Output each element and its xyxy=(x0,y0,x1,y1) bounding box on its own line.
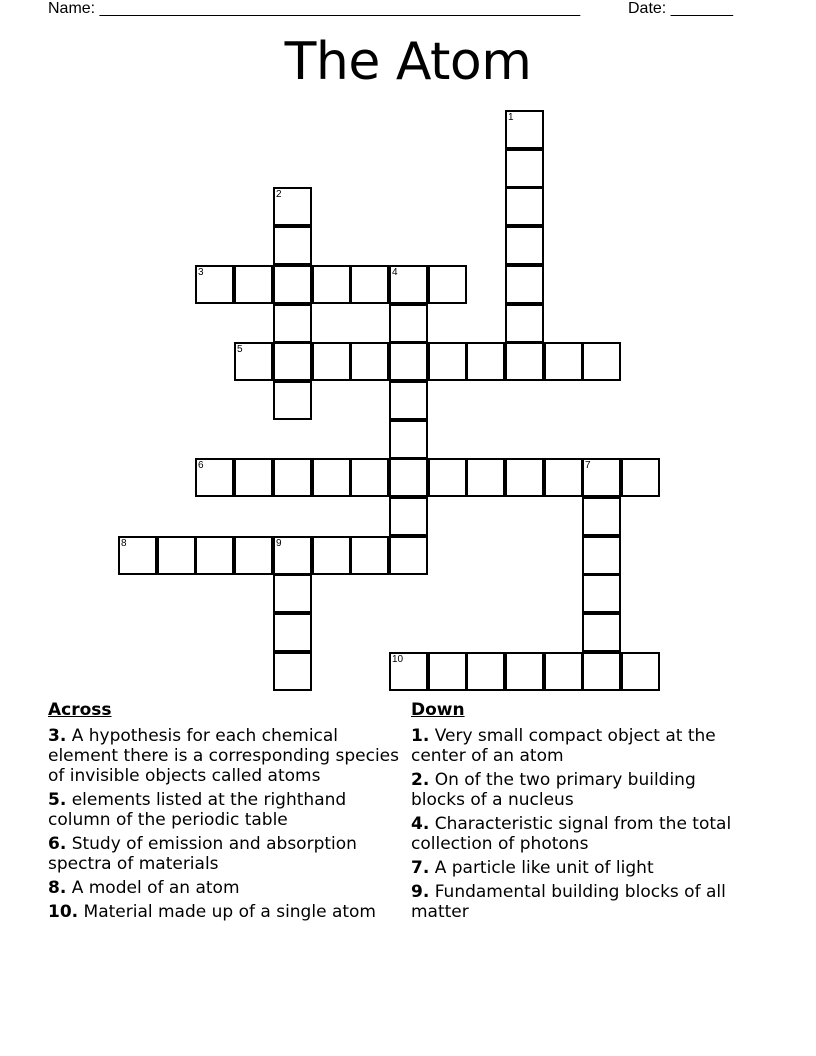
crossword-cell[interactable] xyxy=(389,497,428,536)
crossword-cell[interactable] xyxy=(350,458,389,497)
clue-text: Material made up of a single atom xyxy=(78,902,376,922)
clue-text: Fundamental building blocks of all matter xyxy=(411,882,726,922)
clue-number: 10. xyxy=(48,902,79,922)
crossword-cell[interactable] xyxy=(544,342,583,381)
crossword-cell[interactable] xyxy=(234,342,273,381)
crossword-cell[interactable] xyxy=(582,613,621,652)
crossword-cell[interactable] xyxy=(389,652,428,691)
crossword-cell[interactable] xyxy=(273,304,312,343)
cell-number: 7 xyxy=(585,460,591,471)
crossword-cell[interactable] xyxy=(273,652,312,691)
crossword-cell[interactable] xyxy=(350,342,389,381)
crossword-cell[interactable] xyxy=(582,536,621,575)
crossword-cell[interactable] xyxy=(273,187,312,226)
across-clue xyxy=(48,902,400,922)
clue-text: A model of an atom xyxy=(66,878,240,898)
crossword-cell[interactable] xyxy=(273,536,312,575)
crossword-cell[interactable] xyxy=(234,536,273,575)
crossword-cell[interactable] xyxy=(621,652,660,691)
cell-number: 1 xyxy=(508,112,514,123)
crossword-cell[interactable] xyxy=(195,458,234,497)
crossword-cell[interactable] xyxy=(428,342,467,381)
clue-text: Characteristic signal from the total collection of photons xyxy=(411,814,732,854)
across-clue-list xyxy=(48,726,400,922)
crossword-cell[interactable] xyxy=(505,458,544,497)
crossword-cell[interactable] xyxy=(466,342,505,381)
down-heading: Down xyxy=(411,700,465,720)
down-clue xyxy=(411,882,751,922)
crossword-cell[interactable] xyxy=(505,226,544,265)
across-clue xyxy=(48,834,400,874)
crossword-cell[interactable] xyxy=(505,652,544,691)
crossword-cell[interactable] xyxy=(389,265,428,304)
crossword-cell[interactable] xyxy=(157,536,196,575)
crossword-cell[interactable] xyxy=(505,265,544,304)
clue-text: Very small compact object at the center of an atom xyxy=(411,726,716,766)
crossword-cell[interactable] xyxy=(312,265,351,304)
crossword-cell[interactable] xyxy=(273,265,312,304)
crossword-cell[interactable] xyxy=(389,458,428,497)
crossword-cell[interactable] xyxy=(312,536,351,575)
crossword-cell[interactable] xyxy=(273,458,312,497)
across-clue xyxy=(48,726,400,786)
crossword-cell[interactable] xyxy=(195,265,234,304)
crossword-cell[interactable] xyxy=(389,536,428,575)
crossword-cell[interactable] xyxy=(389,420,428,459)
crossword-cell[interactable] xyxy=(505,110,544,149)
crossword-cell[interactable] xyxy=(466,652,505,691)
crossword-cell[interactable] xyxy=(505,149,544,188)
crossword-cell[interactable] xyxy=(234,458,273,497)
cell-number: 3 xyxy=(198,267,204,278)
cell-number: 5 xyxy=(237,344,243,355)
clue-number: 3. xyxy=(48,726,67,746)
page-title: The Atom xyxy=(284,32,532,92)
crossword-cell[interactable] xyxy=(582,458,621,497)
clue-text: On of the two primary building blocks of a nucleus xyxy=(411,770,696,810)
cell-number: 8 xyxy=(121,538,127,549)
across-clue xyxy=(48,790,400,830)
clue-text: elements listed at the righthand column of the periodic table xyxy=(48,790,347,830)
crossword-cell[interactable] xyxy=(273,381,312,420)
crossword-cell[interactable] xyxy=(428,265,467,304)
clue-text: A hypothesis for each chemical element there is a corresponding species of invisible objects called atoms xyxy=(48,726,399,786)
down-clue-list xyxy=(411,726,751,922)
cell-number: 9 xyxy=(276,538,282,549)
clue-text: Study of emission and absorption spectra of materials xyxy=(48,834,357,874)
crossword-cell[interactable] xyxy=(544,652,583,691)
crossword-cell[interactable] xyxy=(582,497,621,536)
crossword-cell[interactable] xyxy=(234,265,273,304)
crossword-cell[interactable] xyxy=(350,265,389,304)
crossword-cell[interactable] xyxy=(428,652,467,691)
down-clue xyxy=(411,858,751,878)
crossword-cell[interactable] xyxy=(350,536,389,575)
crossword-cell[interactable] xyxy=(389,342,428,381)
down-clues xyxy=(411,700,751,926)
crossword-cell[interactable] xyxy=(118,536,157,575)
cell-number: 4 xyxy=(392,267,398,278)
cell-number: 6 xyxy=(198,460,204,471)
down-clue xyxy=(411,770,751,810)
clue-text: A particle like unit of light xyxy=(429,858,654,878)
across-clue xyxy=(48,878,400,898)
crossword-cell[interactable] xyxy=(273,342,312,381)
crossword-cell[interactable] xyxy=(582,652,621,691)
across-clues xyxy=(48,700,400,926)
cell-number: 10 xyxy=(392,654,404,665)
crossword-cell[interactable] xyxy=(273,574,312,613)
crossword-cell[interactable] xyxy=(273,226,312,265)
crossword-cell[interactable] xyxy=(582,342,621,381)
down-clue xyxy=(411,814,751,854)
crossword-cell[interactable] xyxy=(621,458,660,497)
cell-number: 2 xyxy=(276,189,282,200)
crossword-cell[interactable] xyxy=(428,458,467,497)
crossword-cell[interactable] xyxy=(466,458,505,497)
crossword-cell[interactable] xyxy=(273,613,312,652)
crossword-cell[interactable] xyxy=(312,342,351,381)
crossword-cell[interactable] xyxy=(544,458,583,497)
clue-number: 1. xyxy=(411,726,430,746)
crossword-cell[interactable] xyxy=(389,381,428,420)
clue-number: 5. xyxy=(48,790,67,810)
clue-number: 4. xyxy=(411,814,430,834)
clue-number: 6. xyxy=(48,834,67,854)
clue-number: 8. xyxy=(48,878,67,898)
clue-number: 9. xyxy=(411,882,430,902)
crossword-cell[interactable] xyxy=(195,536,234,575)
crossword-cell[interactable] xyxy=(505,304,544,343)
clue-number: 7. xyxy=(411,858,430,878)
name-field-label[interactable]: Name: ______________________________________________________ xyxy=(48,0,581,17)
crossword-cell[interactable] xyxy=(582,574,621,613)
crossword-cell[interactable] xyxy=(505,187,544,226)
date-field-label[interactable]: Date: _______ xyxy=(628,0,733,17)
crossword-cell[interactable] xyxy=(312,458,351,497)
across-heading: Across xyxy=(48,700,112,720)
crossword-cell[interactable] xyxy=(505,342,544,381)
clue-number: 2. xyxy=(411,770,430,790)
crossword-cell[interactable] xyxy=(389,304,428,343)
down-clue xyxy=(411,726,751,766)
